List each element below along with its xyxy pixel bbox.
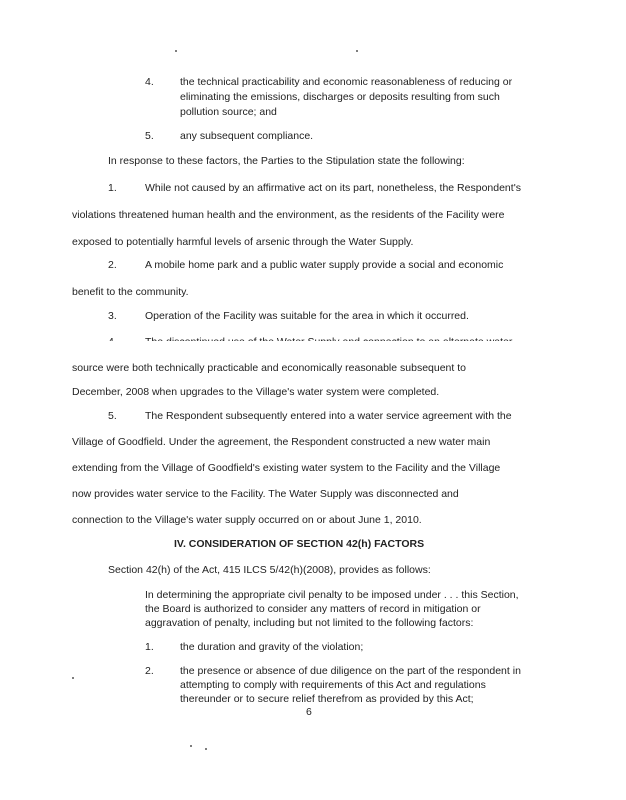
finding-number: 1. [108,182,117,194]
finding-text: Operation of the Facility was suitable for the area in which it occurred. [145,310,469,322]
section-heading: IV. CONSIDERATION OF SECTION 42(h) FACTORS [174,538,425,550]
quote-text: the Board is authorized to consider any matters of record in mitigation or [145,603,481,615]
finding-text: extending from the Village of Goodfield's existing water system to the Facility and the Village [72,462,501,474]
finding-number: 2. [108,259,117,271]
list-item-number: 4. [145,76,154,88]
finding-text: exposed to potentially harmful levels of arsenic through the Water Supply. [72,236,414,248]
finding-text: source were both technically practicable and economically reasonable subsequent to [72,362,466,374]
quote-text: aggravation of penalty, including but not limited to the following factors: [145,617,474,629]
intro-paragraph: In response to these factors, the Parties to the Stipulation state the following: [108,155,465,167]
finding-text: now provides water service to the Facility. The Water Supply was disconnected and [72,488,459,500]
list-item-text: the duration and gravity of the violation; [180,641,364,653]
scan-speck [72,677,74,679]
list-item-number: 1. [145,641,154,653]
scan-speck [356,50,358,52]
scan-speck [175,50,177,52]
scan-clip [60,341,580,347]
finding-number: 3. [108,310,117,322]
finding-text: connection to the Village's water supply occurred on or about June 1, 2010. [72,514,422,526]
quote-text: In determining the appropriate civil penalty to be imposed under . . . this Section, [145,589,519,601]
section-intro: Section 42(h) of the Act, 415 ILCS 5/42(h)(2008), provides as follows: [108,564,431,576]
finding-text: benefit to the community. [72,286,189,298]
scan-speck [205,748,207,750]
list-item-number: 5. [145,130,154,142]
finding-text: Village of Goodfield. Under the agreement, the Respondent constructed a new water main [72,436,491,448]
finding-text: While not caused by an affirmative act on its part, nonetheless, the Respondent's [145,182,521,194]
list-item-number: 2. [145,665,154,677]
finding-number: 5. [108,410,117,422]
list-item-text: eliminating the emissions, discharges or deposits resulting from such [180,91,500,103]
list-item-text: thereunder or to secure relief therefrom as provided by this Act; [180,693,474,705]
list-item-text: attempting to comply with requirements of this Act and regulations [180,679,486,691]
finding-text: December, 2008 when upgrades to the Village's water system were completed. [72,386,440,398]
list-item-text: pollution source; and [180,106,277,118]
list-item-text: any subsequent compliance. [180,130,314,142]
scan-speck [190,745,192,747]
finding-text: violations threatened human health and the environment, as the residents of the Facility were [72,209,505,221]
list-item-text: the technical practicability and economic reasonableness of reducing or [180,76,513,88]
finding-text: A mobile home park and a public water supply provide a social and economic [145,259,504,271]
finding-text: The Respondent subsequently entered into a water service agreement with the [145,410,512,422]
page-number: 6 [306,706,312,718]
list-item-text: the presence or absence of due diligence on the part of the respondent in [180,665,521,677]
